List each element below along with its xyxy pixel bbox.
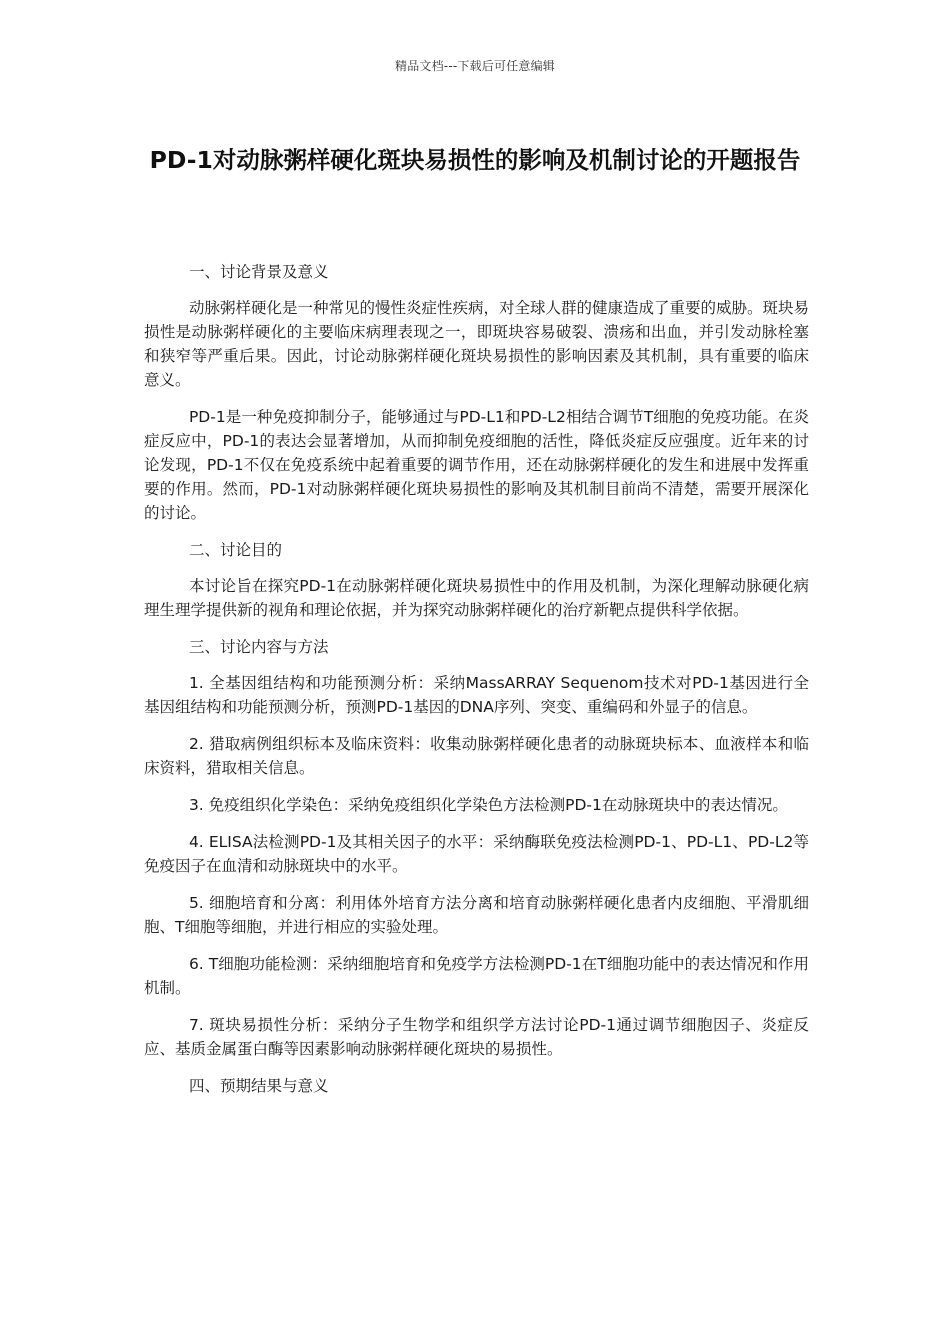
- method-item: 2. 猎取病例组织标本及临床资料：收集动脉粥样硬化患者的动脉斑块标本、血液样本和临床资料，猎取相关信息。: [144, 735, 809, 777]
- method-item: 5. 细胞培育和分离：利用体外培育方法分离和培育动脉粥样硬化患者内皮细胞、平滑肌细胞、T细胞等细胞，并进行相应的实验处理。: [144, 894, 809, 936]
- paragraph-background-2: PD-1是一种免疫抑制分子，能够通过与PD-L1和PD-L2相结合调节T细胞的免疫功能。在炎症反应中，PD-1的表达会显著增加，从而抑制免疫细胞的活性，降低炎症反应强度。近年来的讨论发现，PD-1不仅在免疫系统中起着重要的调节作用，还在动脉粥样硬化的发生和进展中发挥重要的作用。然而，PD-1对动脉粥样硬化斑块易损性的影响及其机制目前尚不清楚，需要开展深化的讨论。: [144, 408, 809, 522]
- header-note: 精品文档---下载后可任意编辑: [395, 59, 555, 73]
- method-item: 1. 全基因组结构和功能预测分析：采纳MassARRAY Sequenom技术对PD-1基因进行全基因组结构和功能预测分析，预测PD-1基因的DNA序列、突变、重编码和外显子的信息。: [144, 674, 809, 716]
- method-item: 3. 免疫组织化学染色：采纳免疫组织化学染色方法检测PD-1在动脉斑块中的表达情况。: [188, 796, 788, 814]
- section-heading-expected-results: 四、预期结果与意义: [188, 1077, 329, 1095]
- section-heading-objective: 二、讨论目的: [188, 541, 282, 559]
- section-heading-methods: 三、讨论内容与方法: [188, 638, 329, 656]
- paragraph-objective: 本讨论旨在探究PD-1在动脉粥样硬化斑块易损性中的作用及机制，为深化理解动脉硬化病理生理学提供新的视角和理论依据，并为探究动脉粥样硬化的治疗新靶点提供科学依据。: [144, 577, 809, 619]
- document-body: [144, 260, 809, 1110]
- paragraph-background-1: 动脉粥样硬化是一种常见的慢性炎症性疾病，对全球人群的健康造成了重要的威胁。斑块易损性是动脉粥样硬化的主要临床病理表现之一，即斑块容易破裂、溃疡和出血，并引发动脉栓塞和狭窄等严重后果。因此，讨论动脉粥样硬化斑块易损性的影响因素及其机制，具有重要的临床意义。: [144, 299, 809, 389]
- method-item: 7. 斑块易损性分析：采纳分子生物学和组织学方法讨论PD-1通过调节细胞因子、炎症反应、基质金属蛋白酶等因素影响动脉粥样硬化斑块的易损性。: [144, 1016, 809, 1058]
- method-item: 6. T细胞功能检测：采纳细胞培育和免疫学方法检测PD-1在T细胞功能中的表达情况和作用机制。: [144, 955, 809, 997]
- section-heading-background: 一、讨论背景及意义: [188, 263, 329, 281]
- method-item: 4. ELISA法检测PD-1及其相关因子的水平：采纳酶联免疫法检测PD-1、PD-L1、PD-L2等免疫因子在血清和动脉斑块中的水平。: [144, 833, 809, 875]
- document-title: PD-1对动脉粥样硬化斑块易损性的影响及机制讨论的开题报告: [149, 146, 801, 174]
